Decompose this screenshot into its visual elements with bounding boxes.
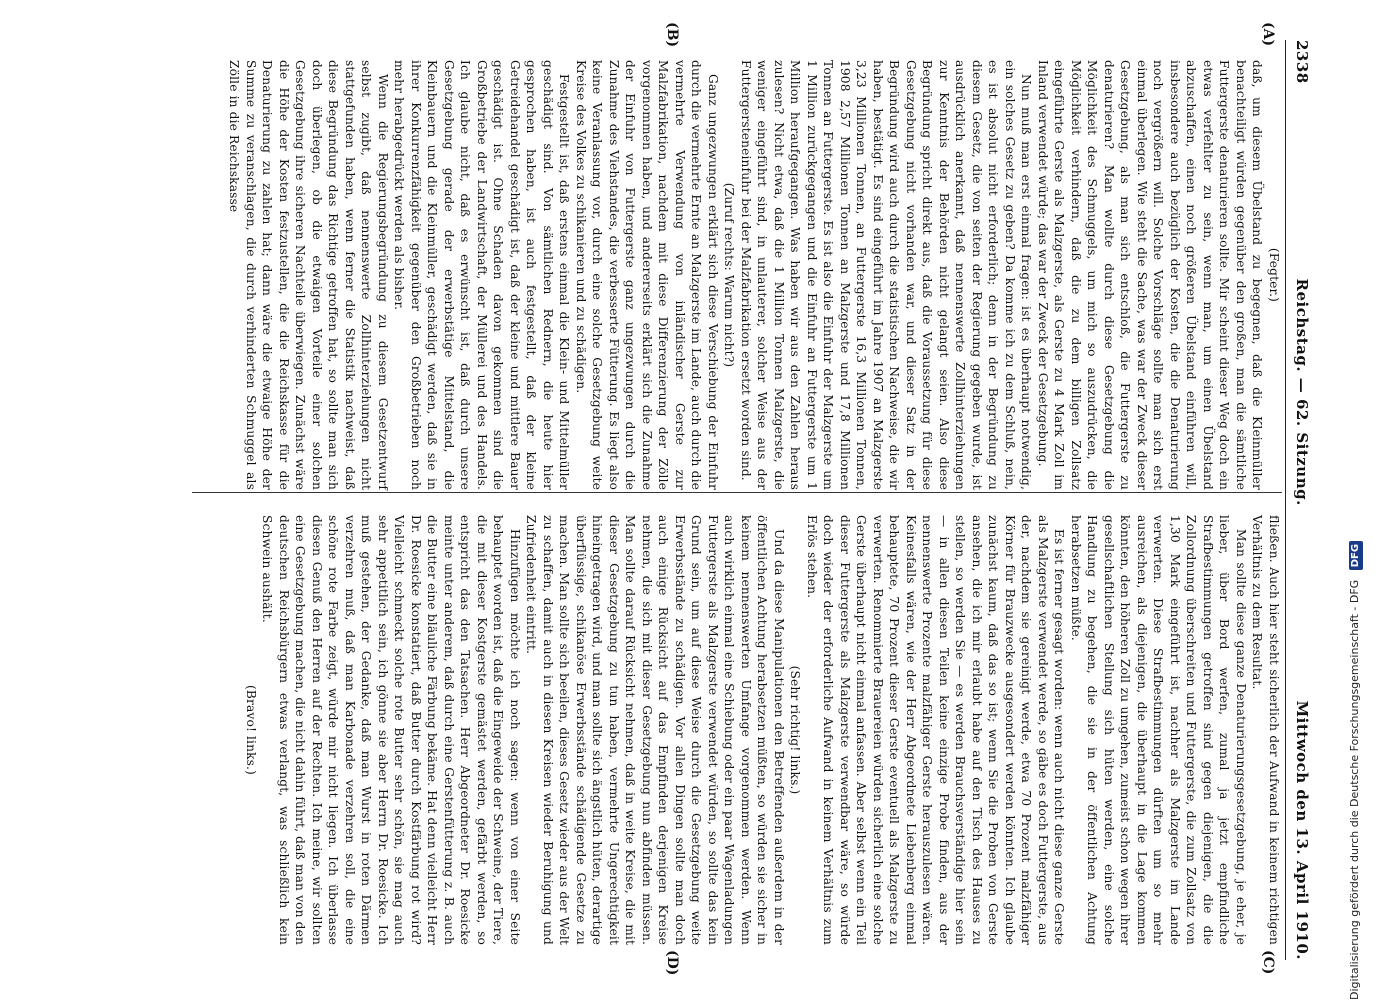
interjection: (Sehr richtig! links.) <box>788 665 803 795</box>
document-page <box>30 0 1320 1000</box>
left-column <box>226 60 1282 490</box>
page-header <box>1290 40 1314 960</box>
margin-marker-a: (A) <box>1260 22 1276 47</box>
paragraph: Wenn die Regierungsbegründung zu diesem Gesetzentwurf selbst zugibt, daß nennenswerte Zollhinterziehungen nicht stattgefunden haben, wenn ferner die Statistik nachweist, daß diese Begründung das Richtige getroffen hat, so sollte man sich doch überlegen, ob die etwaigen Vorteile einer solchen Gesetzgebung ihre sicheren Nachteile überwiegen. Zunächst wäre die Höhe der Kosten festzustellen, die die Reichskasse für die Denaturierung zu zahlen hat; dann wäre die etwaige Höhe der Summe zu veranschlagen, die durch verhinderten Schmuggel als Zölle in die Reichskasse <box>227 60 390 490</box>
paragraph: daß, um diesem Übelstand zu begegnen, daß die Kleinmüller benachteiligt würden gegenüber den großen, man die sämtliche Futtergerste denaturieren sollte. Mir scheint dieser Weg doch ein etwas verfehlter zu sein, wenn man, um einen Übelstand abzuschaffen, einen noch größeren Übelstand einführen will, insbesondere auch bezüglich der Kosten, die die Denaturierung noch vergrößern will. Solche Vorschläge sollte man sich erst einmal überlegen. Wie steht die Sache, was war der Zweck dieser Gesetzgebung, als man sich entschloß, die Futtergerste zu denaturieren? Man wollte durch diese Gesetzgebung die Möglichkeit des Schmuggels, um mich so auszudrücken, die Möglichkeit verhindern, daß die zu dem billigen Zollsatz eingeführte Gerste als Malzgerste, als Gerste zu 4 Mark Zoll im Inland verwendet würde; das war der Zweck der Gesetzgebung. <box>1036 60 1265 490</box>
digitization-credit <box>1345 0 1365 1000</box>
margin-marker-c: (C) <box>1260 950 1276 975</box>
margin-marker-d: (D) <box>664 950 680 976</box>
credit-text: Digitalisierung gefördert durch die Deutsche Forschungsgemeinschaft - DFG <box>1348 579 1361 1000</box>
paragraph: (Fegter.) <box>1267 247 1281 303</box>
interjection: (Zuruf rechts: Warum nicht?) <box>722 182 737 368</box>
paragraph: Ganz ungezwungen erklärt sich diese Verschiebung der Einfuhr durch die vermehrte Ernte an Malzgerste im Lande, auch durch die vermehrte Verwendung von inländischer Gerste zur Malzfabrikation, nachdem mit diese Differenzierung der Zölle vorgenommen haben, und andererseits erklärt sich die Zunahme der Einfuhr von Futtergerste ganz ungezwungen durch die Zunahme des Viehstandes, die verbesserte Fütterung. Es liegt also keine Veranlassung vor, durch eine solche Gesetzgebung weite Kreise des Volkes zu schikanieren und zu schädigen. <box>574 60 720 490</box>
paragraph: fließen. Auch hier steht sicherlich der Aufwand in keinem richtigen Verhältnis zu dem Resultat. <box>1250 515 1281 945</box>
dfg-logo: DFG <box>1349 541 1363 570</box>
page-date: Mittwoch den 13. April 1910. <box>1293 700 1311 960</box>
paragraph: Man sollte diese ganze Denaturierungsgesetzgebung, je eher, je lieber, über Bord werfen, zumal ja jetzt empfindliche Strafbestimmungen getroffen sind gegen diejenigen, die die Zollordnung überschreiten und Futtergerste, die zum Zollsatz von 1,30 Mark eingeführt ist, nachher als Malzgerste im Lande verwerten. Diese Strafbestimmungen dürften um so mehr ausreichen, als diejenigen, die überhaupt in die Lage kommen könnten, den höheren Zoll zu umgehen, zumeist schon wegen ihrer gesellschaftlichen Stellung sich hüten werden, eine solche Handlung zu begehen, die sie in der öffentlichen Achtung herabsetzen müßte. <box>1069 515 1248 945</box>
paragraph: Festgestellt ist, daß erstens einmal die Klein- und Mittelmüller geschädigt sind. Von sämtlichen Rednern, die heute hier gesprochen haben, ist auch festgestellt, daß der kleine Getreidehandel geschädigt ist, daß der kleine und mittlere Bauer geschädigt ist. Ohne Schaden davon gekommen sind die Großbetriebe der Landwirtschaft, der Müllerei und des Handels. Ich glaube nicht, daß es erwünscht ist, daß durch unsere Gesetzgebung gerade der erwerbstätige Mittelstand, die Kleinbauern und die Kleinmüller, geschädigt werden, daß sie in ihrer Konkurrenzfähigkeit gegenüber den Großbetrieben noch mehr herabgedrückt werden als bisher. <box>392 60 572 490</box>
paragraph: Und da diese Manipulationen den Betreffenden außerdem in der öffentlichen Achtung herabsetzen müßten, so würden sie sicher in keinem nennenswerten Umfange vorgenommen werden. Wenn auch wirklich einmal eine Schiebung oder ein paar Wagenladungen Futtergerste als Malzgerste verwendet würden, so sollte das kein Grund sein, um auf diese Weise durch die Gesetzgebung weite Erwerbsstände zu schädigen. Vor allen Dingen sollte man doch auch einige Rücksicht auf das Empfinden derjenigen Kreise nehmen, die sich mit dieser Gesetzgebung nun abfinden müssen. Man sollte darauf Rücksicht nehmen, daß in weite Kreise, die mit dieser Gesetzgebung zu tun haben, vermehrte Ungerechtigkeit hineingetragen wird, und man sollte sich ängstlich hüten, derartige überflüssige, schikanöse Erwerbsstände schädigende Gesetze zu machen. Man sollte sich beeilen, dieses Gesetz wieder aus der Welt zu schaffen, damit auch in diesen Kreisen wieder Beruhigung und Zufriedenheit eintritt. <box>524 515 786 945</box>
interjection: (Bravo! links.) <box>244 685 258 775</box>
header-rule <box>1285 40 1286 960</box>
page-number: 2338 <box>1293 40 1311 84</box>
paragraph: Hinzufügen möchte ich noch sagen: wenn von einer Seite behauptet worden ist, daß die Eingeweide der Schweine, der Tiere, die mit dieser Kostgerste gemästet werden, gefärbt werden, so entspricht das den Tatsachen. Herr Abgeordneter Dr. Roesicke meinte unter anderem, daß durch eine Gerstenfütterung z. B. auch die Butter eine bläuliche Färbung bekäme. Hat denn vielleicht Herr Dr. Roesicke konstatiert, daß Butter durch Kostfärbung rot wird? Vielleicht schmeckt solche rote Butter sehr schön, sie mag auch sehr appetitlich sein, ich gönne sie aber Herrn Dr. Roesicke. Ich muß gestehen, der Gedanke, daß man Wurst in roten Därmen verzehren muß, daß man Karbonade verzehren soll, die eine schöne rote Farbe zeigt, würde mir nicht liegen. Ich überlasse diesen Genuß den Herren auf der Rechten. Ich meine, wir sollten eine Gesetzgebung machen, die nicht dahin führt, daß man von den deutschen Reichsbürgern etwas verlangt, was schließlich kein Schwein aushält. <box>260 515 522 945</box>
column-divider <box>192 492 1282 493</box>
paragraph: Nun muß man erst einmal fragen: ist es überhaupt notwendig, ein solches Gesetz zu geben? Da komme ich zu dem Schluß, nein, es ist absolut nicht erforderlich; denn in der Begründung zu diesem Gesetz, die von seiten der Regierung gegeben wurde, ist ausdrücklich anerkannt, daß nennenswerte Zollhinterziehungen zur Kenntnis der Behörden nicht gelangt seien. Also diese Begründung spricht direkt aus, daß die Voraussetzung für diese Gesetzgebung nicht vorhanden war, und dieser Satz in der Begründung wird auch durch die statistischen Nachweise, die wir haben, bestätigt. Es sind eingeführt im Jahre 1907 an Malzgerste 3,23 Millionen Tonnen, an Futtergerste 16,3 Millionen Tonnen, 1908 2,57 Millionen Tonnen an Malzgerste und 17,8 Millionen Tonnen an Futtergerste. Es ist also die Einfuhr der Malzgerste um 1 Million zurückgegangen und die Einfuhr an Futtergerste um 1 Million heraufgegangen. Was haben wir aus den Zahlen heraus zulesen? Nicht etwa, daß die 1 Million Tonnen Malzgerste, die weniger eingeführt sind, in unlauterer, solcher Weise aus der Futtergersteneinfuhr bei der Malzfabrikation ersetzt worden sind. <box>739 60 1034 490</box>
digitization-sidebar <box>1327 0 1361 1000</box>
margin-marker-b: (B) <box>664 22 680 48</box>
page-title: Reichstag. — 62. Sitzung. <box>1293 278 1311 506</box>
paragraph: Es ist ferner gesagt worden: wenn auch nicht diese ganze Gerste als Malzgerste verwendet werde, so gäbe es doch Futtergerste, aus der, nachdem sie gereinigt werde, etwa 70 Prozent malzfähiger Körner für Brauzwecke ausgesondert werden könnten. Ich glaube zunächst kaum, daß das so ist; wenn Sie die Proben von Gerste ansehen, die ich mir erlaubt habe auf den Tisch des Hauses zu stellen, so werden Sie — es werden Brauchsverständige hier sein — in allen diesen Teilen keine einzige Probe finden, aus der nennenswerte Prozente malzfähiger Gerste herauszulesen wären. Keinesfalls wären, wie der Herr Abgeordnete Liebenberg einmal behauptete, 70 Prozent dieser Gerste eventuell als Malzgerste zu verwerten. Renommierte Brauereien würden sicherlich eine solche Gerste überhaupt nicht einmal anfassen. Aber selbst wenn ein Teil dieser Futtergerste als Malzgerste verwendbar wäre, so würde doch wieder der erforderliche Aufwand in keinem Verhältnis zum Erlös stehen. <box>805 515 1067 945</box>
right-column <box>243 515 1283 945</box>
